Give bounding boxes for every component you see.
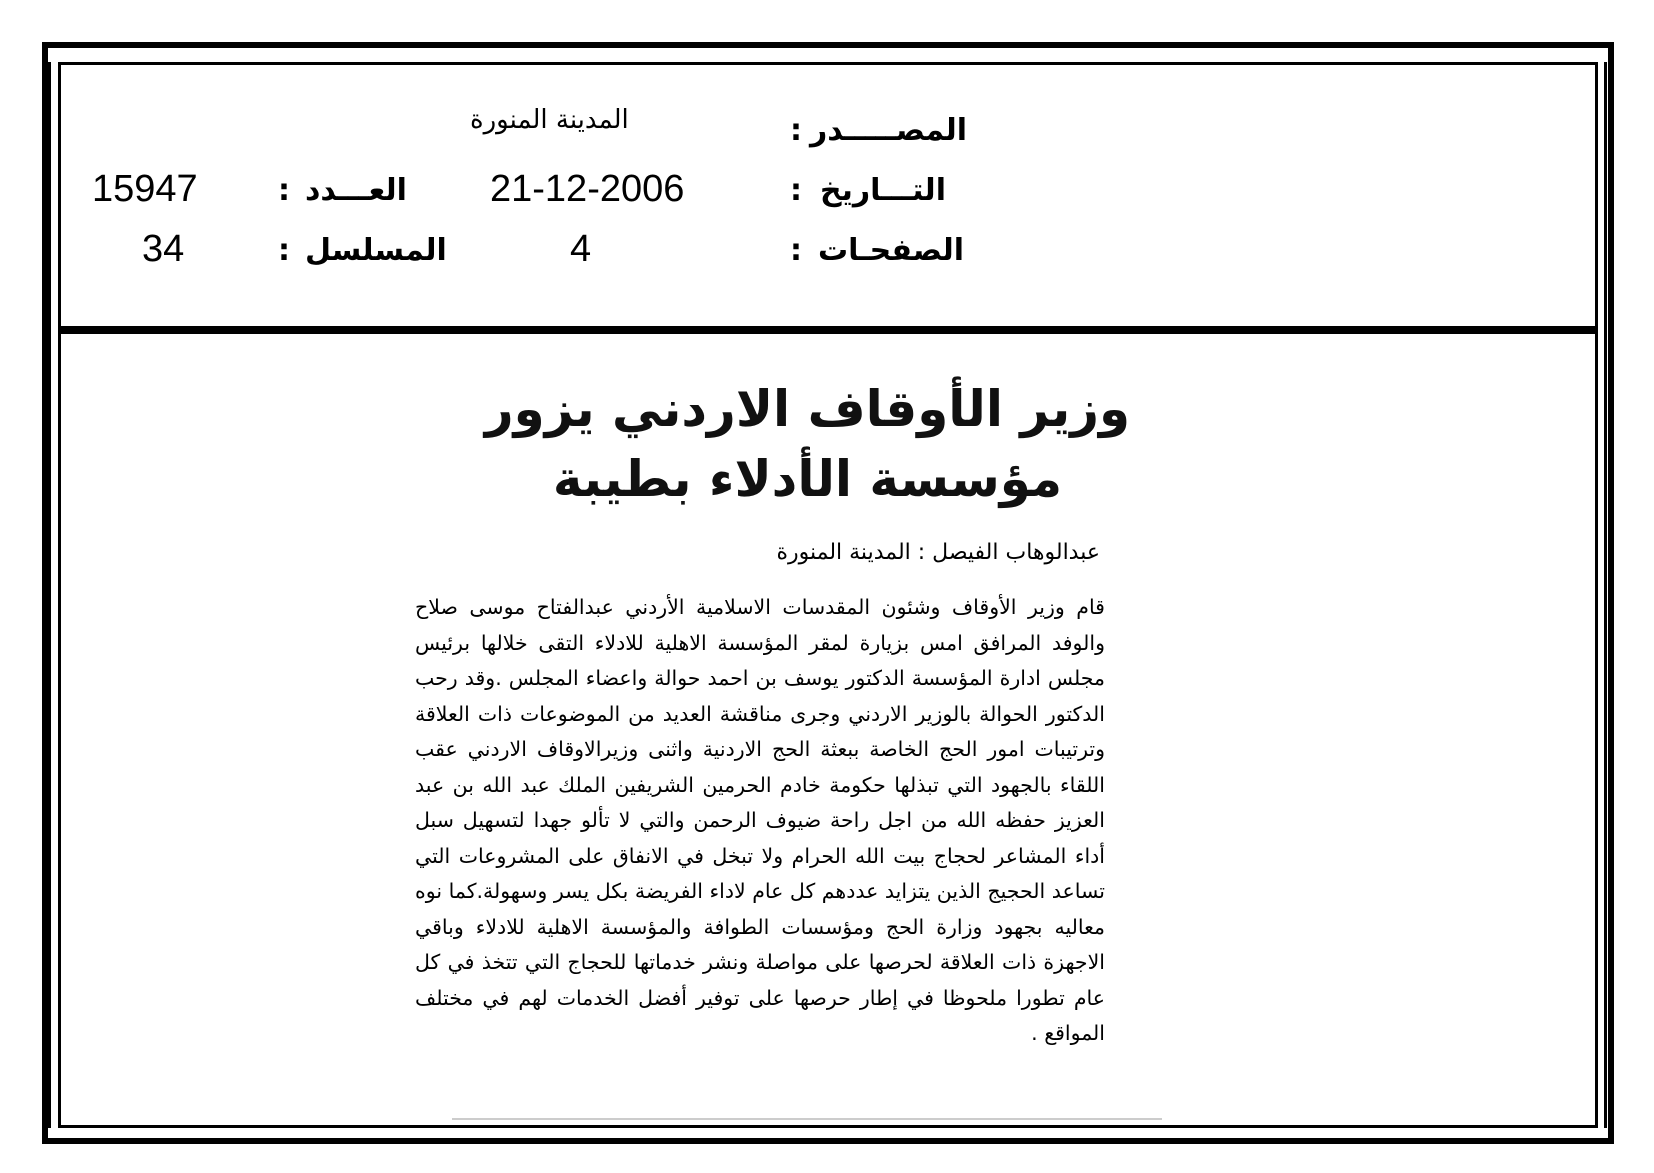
source-colon: :	[790, 113, 802, 148]
article-clipping	[415, 360, 1160, 1120]
issue-label: العـــدد	[305, 173, 407, 208]
date-colon: :	[790, 173, 802, 208]
serial-label: المسلسل	[305, 233, 447, 268]
article-byline: عبدالوهاب الفيصل : المدينة المنورة	[776, 540, 1100, 565]
pages-colon: :	[790, 233, 802, 268]
frame-line-right	[1604, 62, 1607, 1128]
pages-value: 4	[570, 228, 592, 270]
issue-colon: :	[278, 173, 290, 208]
date-label: التـــاريخ	[820, 173, 946, 208]
source-value: المدينة المنورة	[470, 105, 629, 135]
clipping-bottom-edge	[452, 1118, 1162, 1120]
issue-value: 15947	[92, 168, 198, 210]
headline-line-1: وزير الأوقاف الاردني يزور	[484, 380, 1131, 438]
article-paragraph: قام وزير الأوقاف وشئون المقدسات الاسلامية الأردني عبدالفتاح موسى صلاح والوفد المرافق امس بزيارة لمقر المؤسسة الاهلية للادلاء التقى خلالها برئيس مجلس ادارة المؤسسة الدكتور يوسف بن احمد حوالة واعضاء المجلس .وقد رحب الدكتور الحوالة بالوزير الاردني وجرى مناقشة العديد من الموضوعات ذات العلاقة وترتيبات امور الحج الخاصة ببعثة الحج الاردنية واثنى وزيرالاوقاف الاردني عقب اللقاء بالجهود التي تبذلها حكومة خادم الحرمين الشريفين الملك عبد الله بن عبد العزيز حفظه الله من اجل راحة ضيوف الرحمن والتي لا تألو جهدا لتسهيل سبل أداء المشاعر لحجاج بيت الله الحرام ولا تبخل في الانفاق على المشروعات التي تساعد الحجيج الذين يتزايد عددهم كل عام لاداء الفريضة بكل يسر وسهولة.كما نوه معاليه بجهود وزارة الحج ومؤسسات الطوافة والمؤسسة الاهلية للادلاء وباقي الاجهزة ذات العلاقة لحرصها على مواصلة ونشر خدماتها للحجاج التي تتخذ في كل عام تطورا ملحوظا في إطار حرصها على توفير أفضل الخدمات لهم في مختلف المواقع .	[415, 595, 1105, 1045]
date-value: 21-12-2006	[490, 168, 685, 210]
serial-value: 34	[142, 228, 185, 270]
source-label: المصـــــدر	[810, 113, 968, 148]
serial-colon: :	[278, 233, 290, 268]
frame-line-left	[48, 62, 51, 1128]
headline-line-2: مؤسسة الأدلاء بطيبة	[552, 450, 1063, 508]
pages-label: الصفحـات	[818, 233, 964, 268]
article-body	[415, 590, 1105, 1052]
header-separator	[58, 326, 1598, 334]
